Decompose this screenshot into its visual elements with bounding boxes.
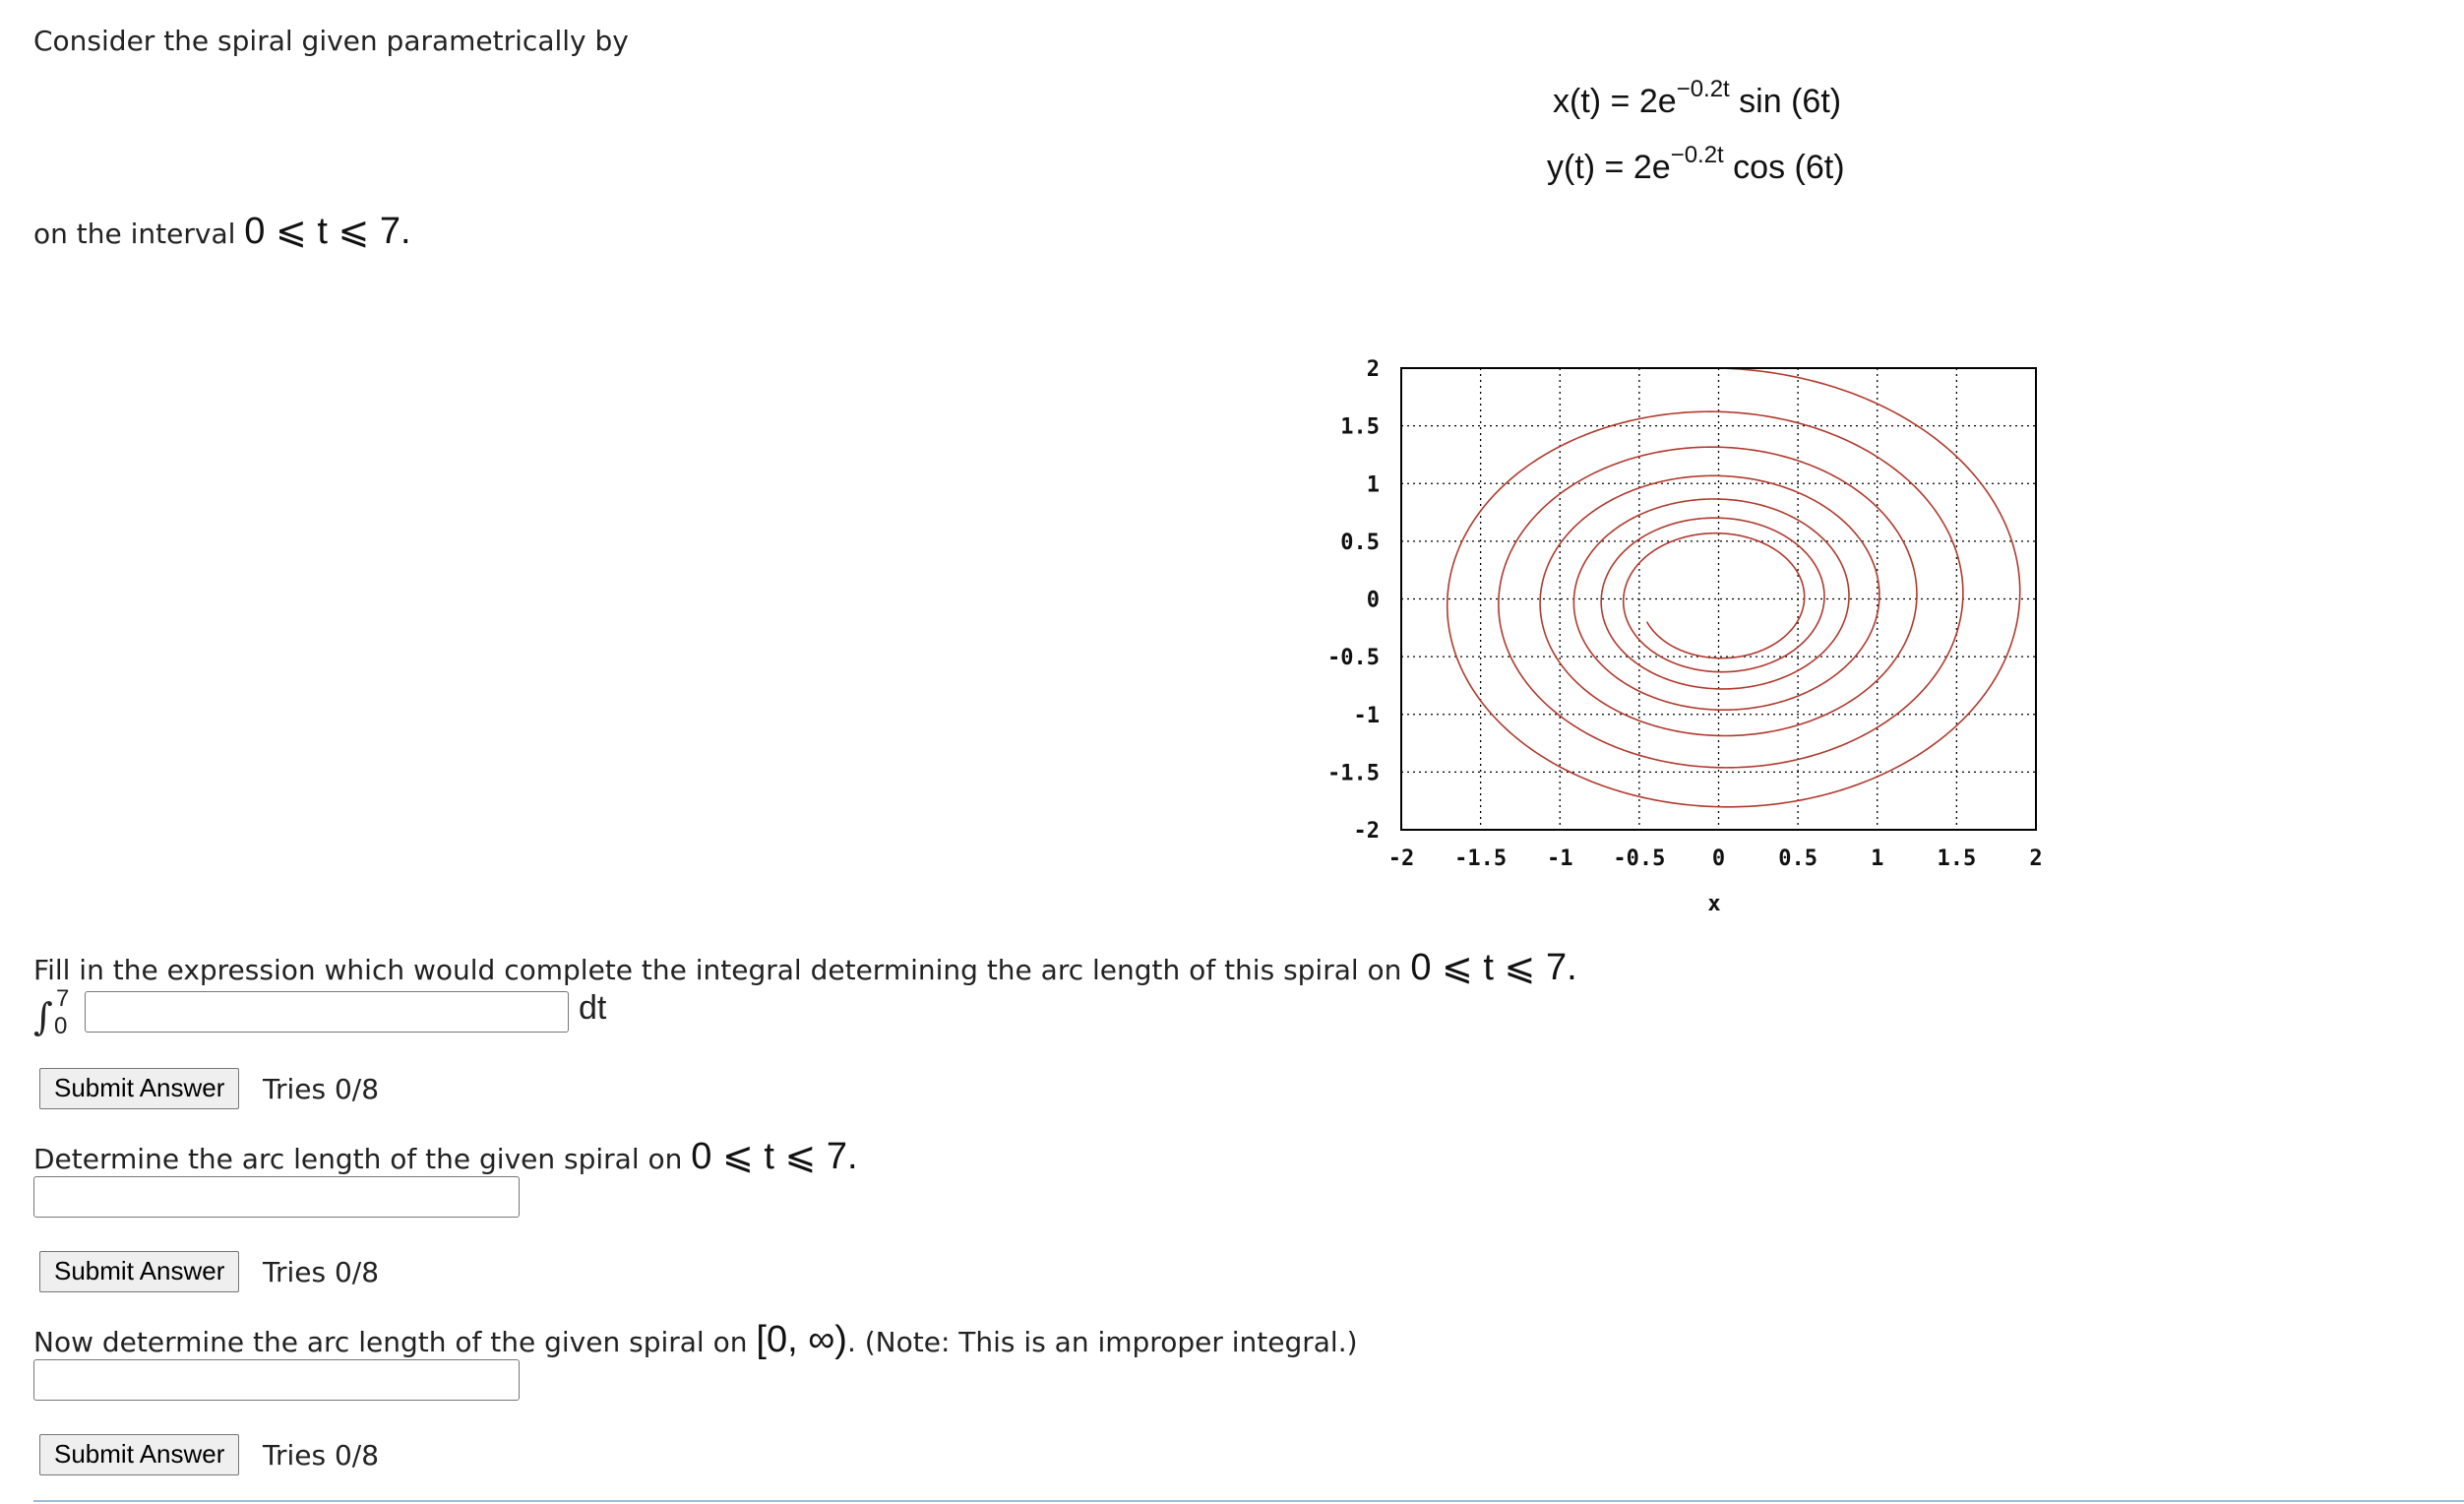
interval-suffix: . xyxy=(400,211,411,252)
x-tick-label: 2 xyxy=(2029,846,2043,871)
x-tick-label: 0 xyxy=(1711,846,1726,871)
y-tick-label: 2 xyxy=(1366,357,1380,382)
q2-prompt-math: 0 ⩽ t ⩽ 7 xyxy=(691,1136,848,1177)
q2-submit-button[interactable]: Submit Answer xyxy=(39,1251,239,1292)
equation-y-rhs: cos (6t) xyxy=(1733,149,1845,186)
q1-submit-button[interactable]: Submit Answer xyxy=(39,1068,239,1109)
x-axis-label: x xyxy=(1707,892,1721,916)
equation-x xyxy=(1553,76,1842,121)
q2-prompt-suffix: . xyxy=(847,1136,858,1177)
equation-x-exponent: −0.2t xyxy=(1676,76,1730,102)
equation-y xyxy=(1547,142,1845,187)
q1-prompt-text: Fill in the expression which would complete the integral determining the arc length of this spiral on xyxy=(33,954,1411,986)
integrand-input[interactable] xyxy=(85,991,569,1033)
intro-text: Consider the spiral given parametrically by xyxy=(33,25,629,57)
spiral-chart xyxy=(1309,345,2057,925)
y-tick-label: -0.5 xyxy=(1327,646,1380,671)
q3-prompt xyxy=(33,1319,1358,1360)
integral-sign: ∫ xyxy=(33,995,53,1038)
q1-tries: Tries 0/8 xyxy=(263,1073,380,1105)
x-tick-label: -1.5 xyxy=(1454,846,1508,871)
y-tick-label: -1 xyxy=(1353,703,1380,728)
q3-prompt-text: Now determine the arc length of the given spiral on xyxy=(33,1326,757,1358)
q2-prompt-text: Determine the arc length of the given spiral on xyxy=(33,1143,692,1175)
q3-prompt-suffix: . (Note: This is an improper integral.) xyxy=(846,1326,1358,1358)
x-tick-label: 0.5 xyxy=(1778,846,1817,871)
equation-x-lhs: x(t) = 2e xyxy=(1553,83,1677,120)
integral-dt: dt xyxy=(579,989,607,1027)
y-tick-label: 0 xyxy=(1366,588,1380,613)
integral-upper-limit: 7 xyxy=(56,985,70,1012)
equation-y-lhs: y(t) = 2e xyxy=(1547,149,1671,186)
y-tick-label: 1.5 xyxy=(1340,414,1380,440)
spiral-curve xyxy=(1448,368,2020,807)
q3-submit-button[interactable]: Submit Answer xyxy=(39,1434,239,1475)
x-tick-label: -0.5 xyxy=(1613,846,1666,871)
chart-grid xyxy=(1401,368,2036,830)
arc-length-input[interactable] xyxy=(33,1176,520,1218)
q1-prompt xyxy=(33,947,1577,988)
q3-tries: Tries 0/8 xyxy=(263,1439,380,1472)
y-tick-label: -1.5 xyxy=(1327,761,1380,786)
interval-math: 0 ⩽ t ⩽ 7 xyxy=(244,211,401,252)
q3-prompt-math: [0, ∞) xyxy=(756,1319,847,1360)
q2-tries: Tries 0/8 xyxy=(263,1256,380,1288)
x-tick-label: 1.5 xyxy=(1937,846,1977,871)
bottom-divider xyxy=(33,1500,2464,1502)
equation-y-exponent: −0.2t xyxy=(1670,142,1724,168)
q1-prompt-suffix: . xyxy=(1567,947,1577,988)
integral-symbol xyxy=(30,985,83,1044)
y-tick-label: 1 xyxy=(1366,472,1380,498)
q1-prompt-math: 0 ⩽ t ⩽ 7 xyxy=(1410,947,1568,988)
x-tick-label: 1 xyxy=(1871,846,1884,871)
q2-prompt xyxy=(33,1136,858,1177)
x-tick-label: -2 xyxy=(1387,846,1415,871)
integral-lower-limit: 0 xyxy=(54,1013,68,1039)
interval-prefix: on the interval xyxy=(33,218,245,250)
interval-text xyxy=(33,211,411,252)
x-tick-label: -1 xyxy=(1547,846,1573,871)
y-tick-label: 0.5 xyxy=(1340,530,1380,555)
improper-arc-length-input[interactable] xyxy=(33,1359,520,1401)
equation-x-rhs: sin (6t) xyxy=(1739,83,1842,120)
y-tick-label: -2 xyxy=(1353,819,1380,844)
